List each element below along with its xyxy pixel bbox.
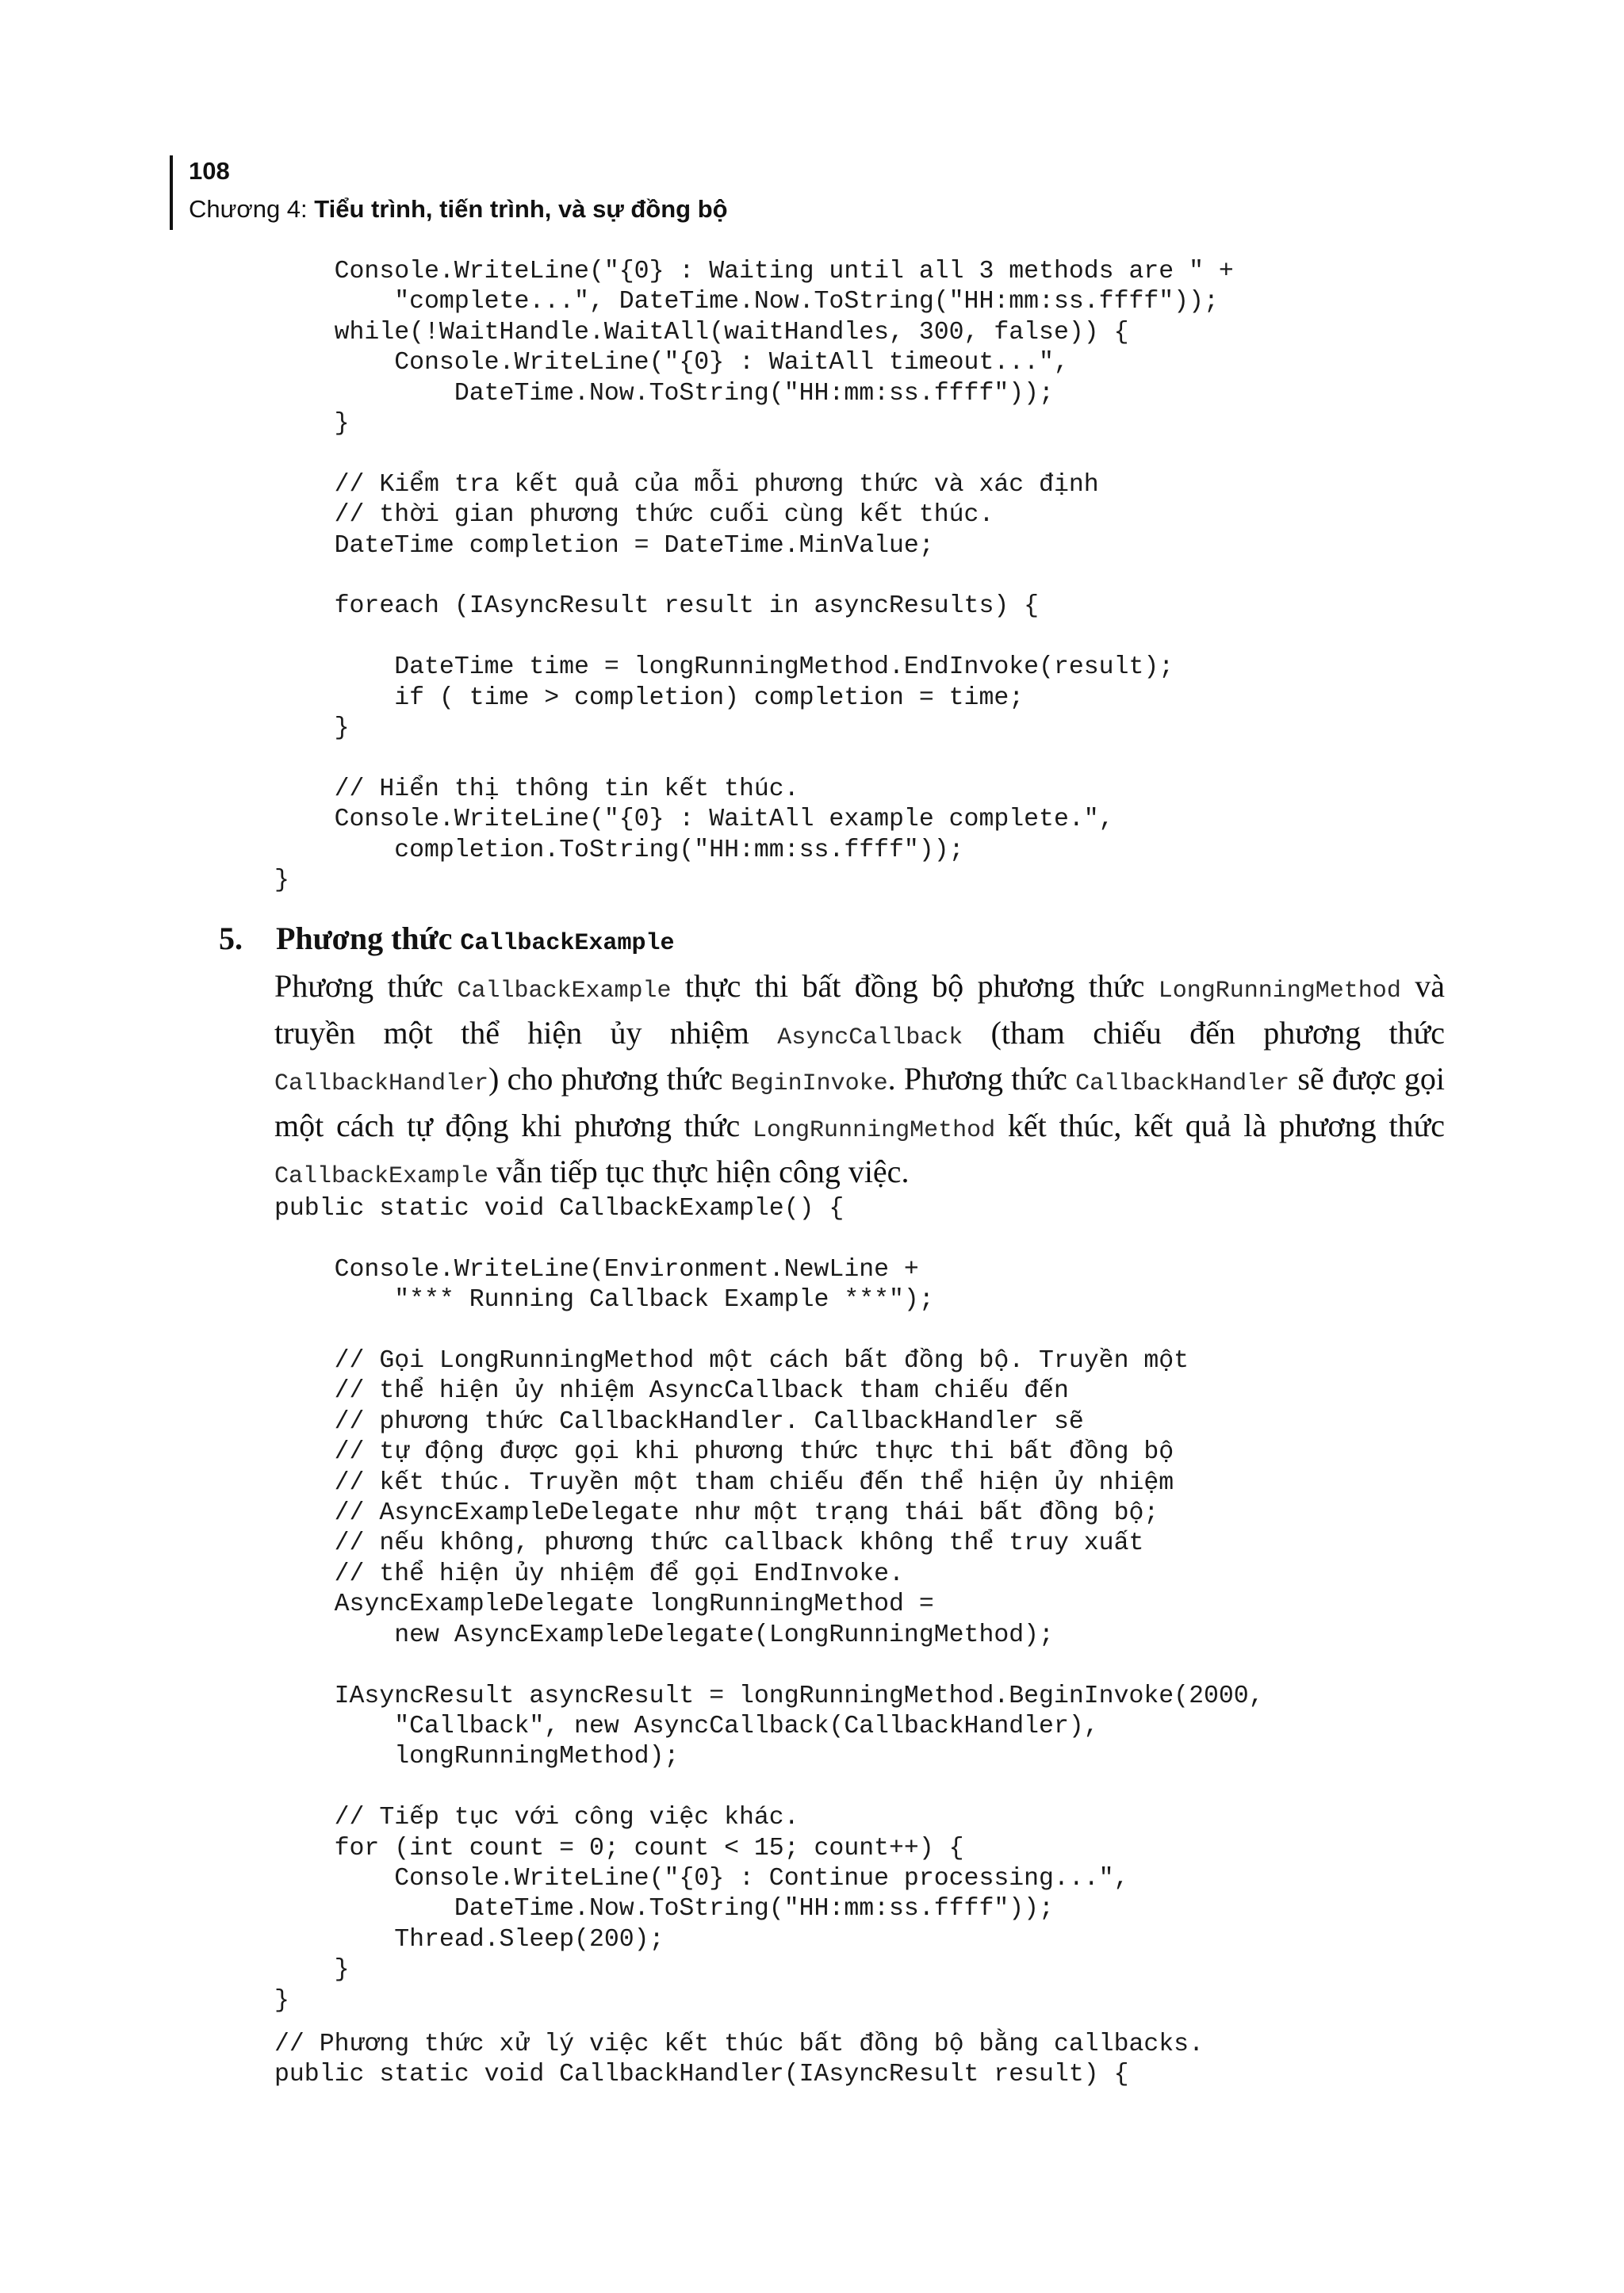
section-paragraph bbox=[274, 966, 1445, 1198]
paragraph-text: Phương thức bbox=[274, 968, 458, 1004]
page-number: 108 bbox=[189, 157, 230, 185]
inline-code: CallbackHandler bbox=[274, 1070, 489, 1097]
inline-code: AsyncCallback bbox=[777, 1024, 963, 1051]
code-block-callback-example: public static void CallbackExample() { Console.WriteLine(Environment.NewLine + "*** Running Callback Example ***"); // Gọi LongRunningMethod một cách bất đồng bộ. Truyền một // thể hiện ủy nhiệm AsyncCallback tham chiếu đến // phương thức CallbackHandler. CallbackHandler sẽ // tự động được gọi khi phương thức thực thi bất đồng bộ // kết thúc. Truyền một tham chiếu đến thể hiện ủy nhiệm // AsyncExampleDelegate như một trạng thái bất đồng bộ; // nếu không, phương thức callback không thể truy xuất // thể hiện ủy nhiệm để gọi EndInvoke. AsyncExampleDelegate longRunningMethod = new AsyncExampleDelegate(LongRunningMethod); IAsyncResult asyncResult = longRunningMethod.BeginInvoke(2000, "Callback", new AsyncCallback(CallbackHandler), longRunningMethod); // Tiếp tục với công việc khác. for (int count = 0; count < 15; count++) { Console.WriteLine("{0} : Continue processing...", DateTime.Now.ToString("HH:mm:ss.ffff")); Thread.Sleep(200); } } bbox=[274, 1195, 1264, 2015]
code-block-waitall-example: Console.WriteLine("{0} : Waiting until all 3 methods are " + "complete...", DateTime.Now.ToString("HH:mm:ss.ffff")); while(!WaitHandle.WaitAll(waitHandles, 300, false)) { Console.WriteLine("{0} : WaitAll timeout...", DateTime.Now.ToString("HH:mm:ss.ffff")); } // Kiểm tra kết quả của mỗi phương thức và xác định // thời gian phương thức cuối cùng kết thúc. DateTime completion = DateTime.MinValue; foreach (IAsyncResult result in asyncResults) { DateTime time = longRunningMethod.EndInvoke(result); if ( time > completion) completion = time; } // Hiển thị thông tin kết thúc. Console.WriteLine("{0} : WaitAll example complete.", completion.ToString("HH:mm:ss.ffff")); } bbox=[274, 258, 1234, 895]
paragraph-text: . Phương thức bbox=[887, 1061, 1076, 1097]
inline-code: BeginInvoke bbox=[730, 1070, 888, 1097]
inline-code: LongRunningMethod bbox=[753, 1116, 996, 1144]
inline-code: CallbackExample bbox=[274, 1163, 489, 1190]
inline-code: CallbackExample bbox=[457, 978, 672, 1005]
section-title-text: Phương thức bbox=[276, 921, 461, 956]
section-heading bbox=[219, 920, 674, 963]
inline-code: LongRunningMethod bbox=[1158, 978, 1401, 1005]
code-block-callback-handler: // Phương thức xử lý việc kết thúc bất đồng bộ bằng callbacks. public static void CallbackHandler(IAsyncResult result) { bbox=[274, 2031, 1204, 2089]
inline-code: CallbackHandler bbox=[1075, 1070, 1290, 1097]
paragraph-text: thực thi bất đồng bộ phương thức bbox=[671, 968, 1159, 1004]
chapter-title: Tiểu trình, tiến trình, và sự đồng bộ bbox=[314, 195, 728, 223]
header-rule bbox=[170, 155, 173, 230]
paragraph-text: ) cho phương thức bbox=[488, 1061, 731, 1097]
paragraph-text: (tham chiếu đến phương thức bbox=[963, 1014, 1445, 1051]
paragraph-text: và truyền một thể hiện ủy nhiệm bbox=[274, 968, 1445, 1051]
chapter-header bbox=[189, 193, 728, 225]
paragraph-text: sẽ được gọi một cách tự động khi phương thức bbox=[274, 1061, 1446, 1143]
paragraph-text: kết thúc, kết quả là phương thức bbox=[995, 1107, 1445, 1143]
chapter-prefix: Chương 4: bbox=[189, 195, 315, 223]
paragraph-text: vẫn tiếp tục thực hiện công việc. bbox=[488, 1154, 910, 1189]
section-title-code: CallbackExample bbox=[460, 930, 675, 957]
section-number: 5. bbox=[219, 921, 243, 956]
